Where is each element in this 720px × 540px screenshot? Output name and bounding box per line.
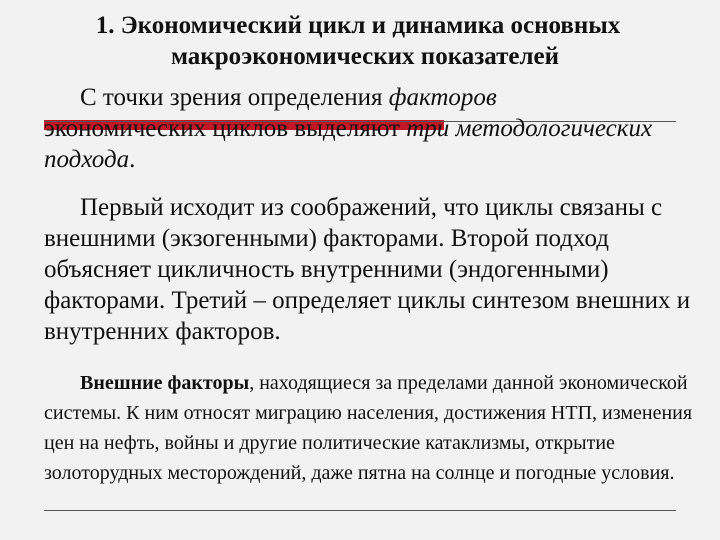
intro-text-1: С точки зрения определения bbox=[80, 84, 389, 111]
intro-text-2: экономических циклов выделяют bbox=[44, 115, 407, 142]
intro-italic-factors: факторов bbox=[388, 84, 497, 111]
paragraph-approaches bbox=[44, 192, 716, 347]
title-line-2: макроэкономических показателей bbox=[170, 43, 560, 70]
divider-line-bottom bbox=[44, 510, 676, 511]
intro-italic-approaches: три методологических подхода bbox=[44, 115, 653, 173]
paragraph-external-factors bbox=[44, 368, 716, 488]
approaches-text: Первый исходит из соображений, что циклы связаны с внешними (экзогенными) факторами. Второй подход объясняет цикличность внутренними (эндогенными) факторами. Третий – определяет циклы синтезом внешних и внутренних факторов. bbox=[44, 194, 691, 345]
external-factors-text: , находящиеся за пределами данной экономической системы. К ним относят миграцию населения, достижения НТП, изменения цен на нефть, войны и другие политические катаклизмы, открытие золоторудных месторождений, даже пятна на солнце и погодные условия. bbox=[44, 372, 693, 484]
slide-title bbox=[0, 10, 720, 72]
title-line-1: 1. Экономический цикл и динамика основных bbox=[95, 12, 621, 39]
external-factors-bold: Внешние факторы bbox=[80, 372, 250, 394]
paragraph-intro bbox=[44, 82, 716, 175]
intro-text-end: . bbox=[129, 146, 136, 173]
